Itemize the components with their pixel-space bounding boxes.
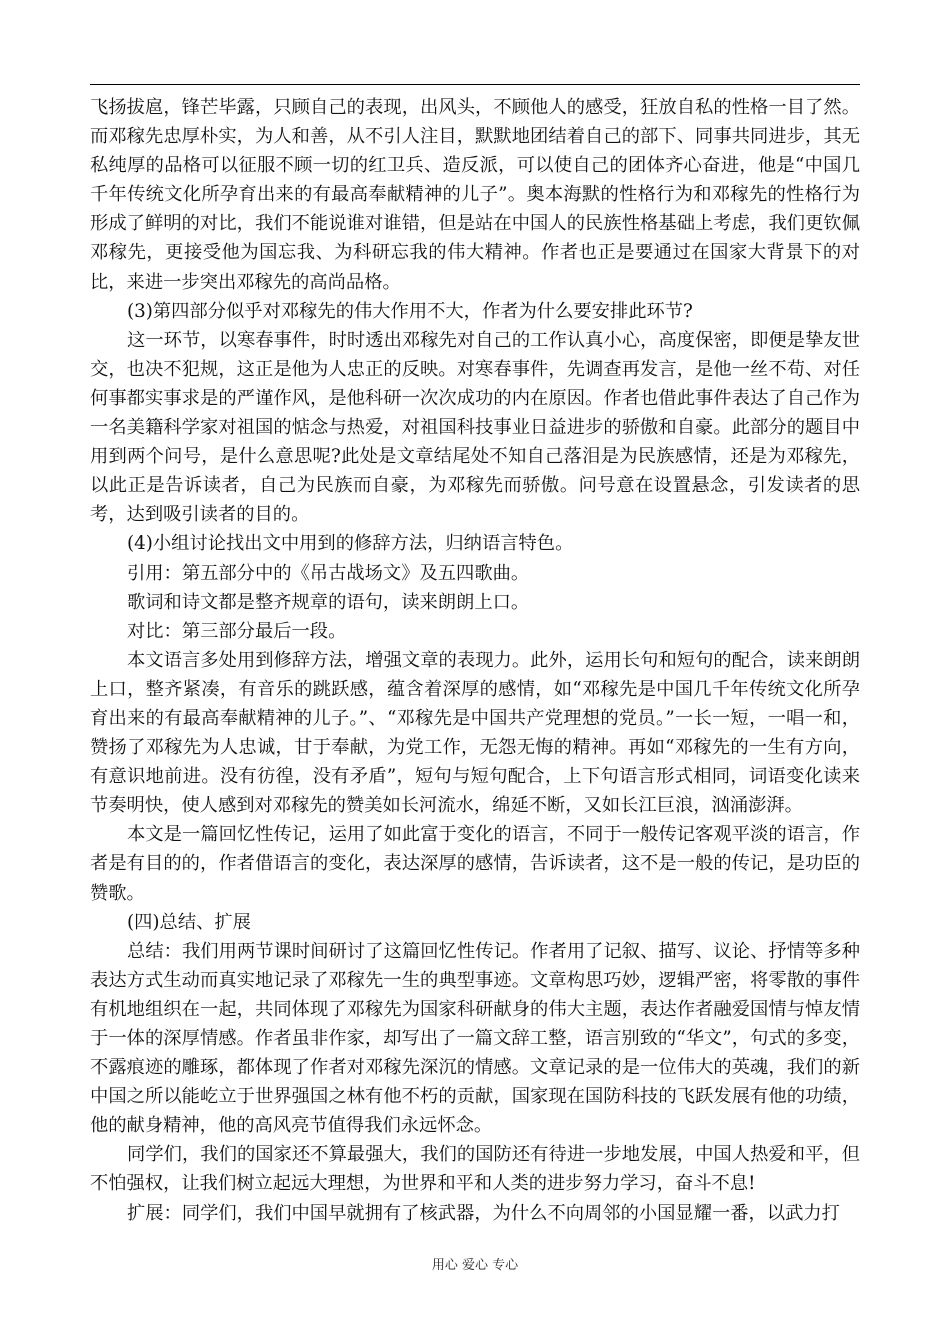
header-rule (90, 84, 860, 85)
paragraph-question-3: (3)第四部分似乎对邓稼先的伟大作用不大，作者为什么要安排此环节? (127, 300, 693, 322)
paragraph-answer-3: 这一环节，以寒春事件，时时透出邓稼先对自己的工作认真小心，高度保密，即便是挚友世交，也决不犯规，这正是他为人忠正的反映。对寒春事件，先调查再发言，是他一丝不苟、对任何事都实事求是的严谨作风，是他科研一次次成功的内在原因。作者也借此事件表达了自己作为一名美籍科学家对祖国的惦念与热爱，对祖国科技事业日益进步的骄傲和自豪。此部分的题目中用到两个问号，是什么意思呢?此处是文章结尾处不知自己落泪是为民族感情，还是为邓稼先，以此正是告诉读者，自己为民族而自豪，为邓稼先而骄傲。问号意在设置悬念，引发读者的思考，达到吸引读者的目的。 (90, 329, 860, 526)
paragraph-students: 同学们，我们的国家还不算最强大，我们的国防还有待进一步地发展，中国人热爱和平，但不怕强权，让我们树立起远大理想，为世界和平和人类的进步努力学习，奋斗不息! (90, 1144, 860, 1195)
paragraph-question-4: (4)小组讨论找出文中用到的修辞方法，归纳语言特色。 (127, 533, 574, 555)
paragraph-lyrics: 歌词和诗文都是整齐规章的语句，读来朗朗上口。 (127, 591, 530, 613)
paragraph-extension: 扩展：同学们，我们中国早就拥有了核武器，为什么不向周邻的小国显耀一番，以武力打 (127, 1202, 840, 1224)
paragraph-language-features: 本文语言多处用到修辞方法，增强文章的表现力。此外，运用长句和短句的配合，读来朗朗上口，整齐紧凑，有音乐的跳跃感，蕴含着深厚的感情，如“邓稼先是中国几千年传统文化所孕育出来的有最高奉献精神的儿子。”、“邓稼先是中国共产党理想的党员。”一长一短，一唱一和，赞扬了邓稼先为人忠诚，甘于奉献，为党工作，无怨无悔的精神。再如“邓稼先的一生有方向，有意识地前进。没有彷徨，没有矛盾”，短句与短句配合，上下句语言形式相同，词语变化读来节奏明快，使人感到对邓稼先的赞美如长河流水，绵延不断，又如长江巨浪，汹涌澎湃。 (90, 649, 860, 817)
document-body (90, 93, 860, 1228)
section-heading-summary: (四)总结、扩展 (127, 911, 251, 933)
paragraph-continued: 飞扬拔扈，锋芒毕露，只顾自己的表现，出风头，不顾他人的感受，狂放自私的性格一目了然。而邓稼先忠厚朴实，为人和善，从不引人注目，默默地团结着自己的部下、同事共同进步，其无私纯厚的品格可以征服不顾一切的红卫兵、造反派，可以使自己的团体齐心奋进，他是“中国几千年传统文化所孕育出来的有最高奉献精神的儿子”。奥本海默的性格行为和邓稼先的性格行为形成了鲜明的对比，我们不能说谁对谁错，但是站在中国人的民族性格基础上考虑，我们更钦佩邓稼先，更接受他为国忘我、为科研忘我的伟大精神。作者也正是要通过在国家大背景下的对比，来进一步突出邓稼先的高尚品格。 (90, 97, 860, 293)
paragraph-biography: 本文是一篇回忆性传记，运用了如此富于变化的语言，不同于一般传记客观平淡的语言，作者是有目的的，作者借语言的变化，表达深厚的感情，告诉读者，这不是一般的传记，是功臣的赞歌。 (90, 824, 860, 904)
page-footer: 用心 爱心 专心 (431, 1258, 519, 1273)
paragraph-contrast: 对比：第三部分最后一段。 (127, 620, 347, 642)
paragraph-quote: 引用：第五部分中的《吊古战场文》及五四歌曲。 (127, 562, 530, 584)
paragraph-summary: 总结：我们用两节课时间研讨了这篇回忆性传记。作者用了记叙、描写、议论、抒情等多种表达方式生动而真实地记录了邓稼先一生的典型事迹。文章构思巧妙，逻辑严密，将零散的事件有机地组织在一起，共同体现了邓稼先为国家科研献身的伟大主题，表达作者融爱国情与悼友情于一体的深厚情感。作者虽非作家，却写出了一篇文辞工整，语言别致的“华文”，句式的多变，不露痕迹的雕琢，都体现了作者对邓稼先深沉的情感。文章记录的是一位伟大的英魂，我们的新中国之所以能屹立于世界强国之林有他不朽的贡献，国家现在国防科技的飞跃发展有他的功绩，他的献身精神，他的高风亮节值得我们永远怀念。 (90, 940, 860, 1137)
